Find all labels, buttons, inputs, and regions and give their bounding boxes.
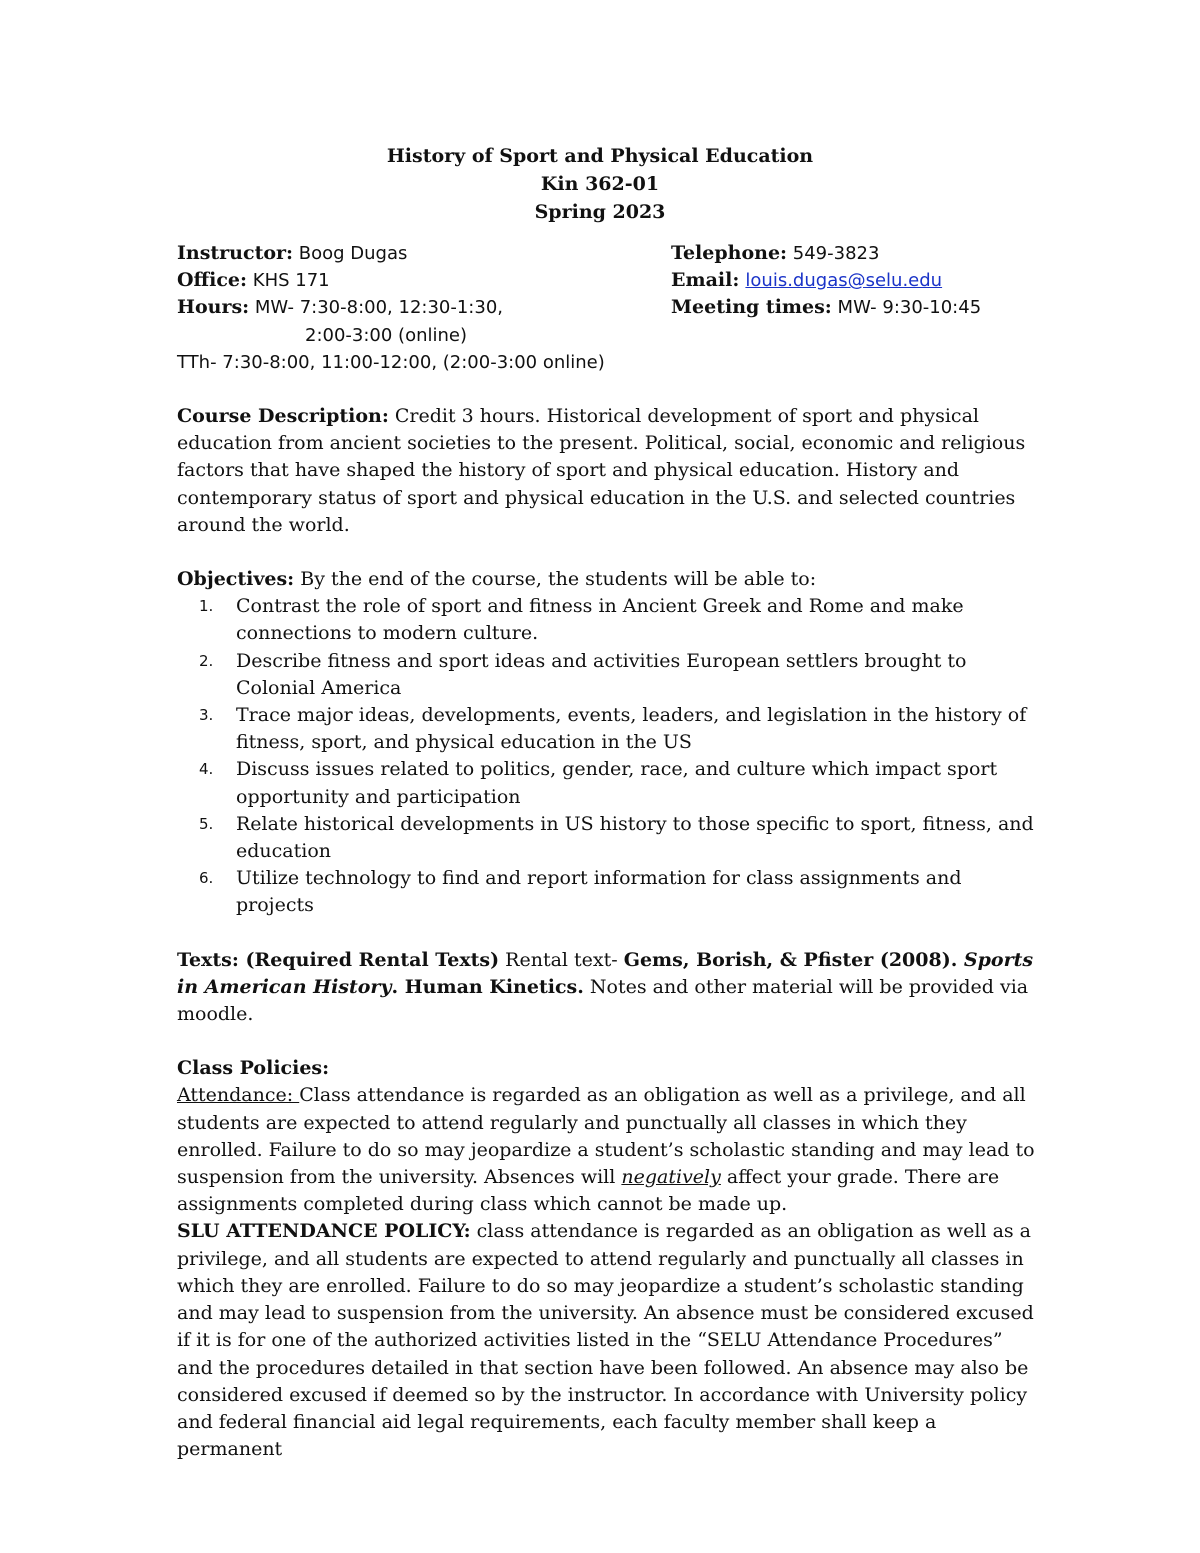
attendance-text-2: affect your grade. There are assignments completed during class which cannot be made up. — [177, 1166, 1000, 1216]
objectives-list — [177, 593, 1037, 919]
texts-authors: Gems, Borish, & Pfister (2008). — [623, 948, 958, 971]
list-item-number: 6. — [199, 869, 214, 888]
list-item-number: 3. — [199, 706, 214, 725]
course-description-label: Course Description: — [177, 405, 389, 427]
list-item — [177, 648, 1037, 702]
list-item-text: Contrast the role of sport and fitness in Ancient Greek and Rome and make connections to modern culture. — [236, 595, 964, 645]
texts-book-title: Sports in American History — [177, 948, 1034, 998]
attendance-emphasis: negatively — [621, 1166, 721, 1189]
list-item-text: Discuss issues related to politics, gender, race, and culture which impact sport opportunity and participation — [236, 758, 998, 808]
instructor-info-left — [177, 240, 677, 376]
title-block — [0, 142, 1200, 226]
class-policies-heading-text: Class Policies: — [177, 1057, 330, 1080]
email-link[interactable]: louis.dugas@selu.edu — [745, 270, 943, 292]
meeting-label: Meeting times: — [671, 296, 832, 319]
course-title: History of Sport and Physical Education — [386, 145, 814, 167]
texts-required: (Required Rental Texts) — [238, 948, 500, 971]
texts-notes: Notes and other material will be provided via moodle. — [177, 975, 1029, 1026]
list-item-text: Relate historical developments in US history to those specific to sport, fitness, and education — [236, 812, 1034, 863]
telephone-value: 549-3823 — [787, 243, 880, 264]
list-item-number: 4. — [199, 760, 214, 779]
texts-label: Texts: — [177, 948, 239, 971]
hours-value: MW- 7:30-8:00, 12:30-1:30, — [249, 297, 503, 319]
list-item — [177, 811, 1037, 865]
list-item — [177, 865, 1037, 919]
hours-tth-value: TTh- 7:30-8:00, 11:00-12:00, (2:00-3:00 online) — [177, 351, 605, 373]
objectives-intro-line — [177, 566, 1037, 593]
list-item-text: Trace major ideas, developments, events, leaders, and legislation in the history of fitness, sport, and physical education in the US — [236, 704, 1027, 754]
instructor-value: Boog Dugas — [293, 243, 408, 264]
class-policies-section — [177, 1055, 1037, 1463]
texts-rental: Rental text- — [499, 948, 624, 971]
course-code: Kin 362-01 — [540, 173, 660, 195]
instructor-info-right — [671, 240, 1051, 322]
hours-tth-line — [177, 349, 677, 376]
telephone-line — [671, 240, 1051, 267]
instructor-line — [177, 240, 677, 267]
list-item-text: Describe fitness and sport ideas and activities European settlers brought to Colonial America — [236, 649, 967, 699]
office-label: Office: — [177, 269, 248, 292]
slu-attendance-paragraph — [177, 1218, 1037, 1463]
instructor-info — [177, 240, 1037, 376]
office-value: KHS 171 — [247, 270, 330, 292]
course-description-text: Credit 3 hours. Historical development of sport and physical education from ancient societies to the present. Political, social, economic and religious factors that have shaped the history of sport and physical education. History and contemporary status of sport and physical education in the U.S. and selected countries around the world. — [177, 405, 1026, 536]
list-item — [177, 702, 1037, 756]
telephone-label: Telephone: — [671, 242, 788, 264]
hours-line — [177, 294, 677, 321]
email-line — [671, 267, 1051, 294]
list-item-text: Utilize technology to find and report information for class assignments and projects — [236, 867, 962, 917]
instructor-label: Instructor: — [177, 242, 294, 264]
meeting-line — [671, 294, 1051, 321]
class-policies-heading — [177, 1055, 1037, 1082]
objectives-label: Objectives: — [177, 568, 295, 591]
hours-label: Hours: — [177, 296, 250, 319]
list-item — [177, 756, 1037, 810]
attendance-label: Attendance: — [177, 1084, 300, 1107]
attendance-paragraph — [177, 1082, 1037, 1218]
meeting-value: MW- 9:30-10:45 — [831, 297, 982, 319]
slu-attendance-text: class attendance is regarded as an obligation as well as a privilege, and all students are expected to attend regularly and punctually all classes in which they are enrolled. Failure to do so may jeopardize a student’s scholastic standing and may lead to suspension from the university. An absence must be considered excused if it is for one of the authorized activities listed in the “SELU Attendance Procedures” and the procedures detailed in that section have been followed. An absence may also be considered excused if deemed so by the instructor. In accordance with University policy and federal financial aid legal requirements, each faculty member shall keep a permanent — [177, 1220, 1034, 1461]
hours-continued — [177, 322, 677, 349]
list-item-number: 2. — [199, 651, 214, 670]
objectives-intro: By the end of the course, the students will be able to: — [294, 568, 817, 591]
objectives-section — [177, 566, 1037, 920]
email-label: Email: — [671, 269, 740, 292]
course-description — [177, 403, 1037, 539]
office-line — [177, 267, 677, 294]
hours-continued-value: 2:00-3:00 (online) — [305, 324, 468, 346]
texts-section — [177, 947, 1037, 1029]
list-item — [177, 593, 1037, 647]
attendance-text-1: Class attendance is regarded as an obligation as well as a privilege, and all students are expected to attend regularly and punctually all classes in which they enrolled. Failure to do so may jeopardize a student’s scholastic standing and may lead to suspension from the university. Absences will — [177, 1084, 1035, 1189]
list-item-number: 5. — [199, 814, 214, 833]
texts-publisher: . Human Kinetics. — [391, 975, 584, 998]
syllabus-page — [177, 142, 1037, 1463]
list-item-number: 1. — [199, 597, 214, 616]
slu-attendance-label: SLU ATTENDANCE POLICY: — [177, 1220, 471, 1243]
course-term: Spring 2023 — [534, 201, 666, 223]
